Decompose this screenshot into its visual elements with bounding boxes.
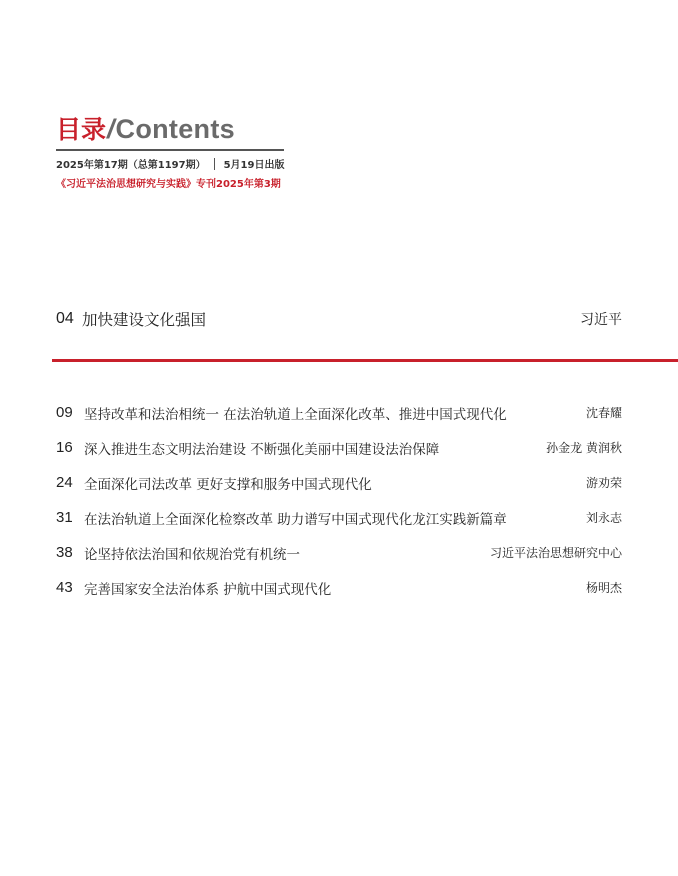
title-separator: /: [107, 114, 115, 144]
toc-author: 孙金龙 黄润秋: [546, 441, 622, 455]
toc-item[interactable]: [56, 535, 622, 570]
toc-author: 杨明杰: [585, 581, 622, 595]
toc-list: [56, 395, 622, 605]
title-underline: [56, 149, 284, 151]
toc-title[interactable]: 坚持改革和法治相统一 在法治轨道上全面深化改革、推进中国式现代化: [84, 406, 507, 423]
toc-title[interactable]: 在法治轨道上全面深化检察改革 助力谱写中国式现代化龙江实践新篇章: [84, 511, 507, 528]
toc-title[interactable]: 论坚持依法治国和依规治党有机统一: [84, 546, 300, 563]
title-english: Contents: [115, 114, 235, 144]
contents-title: [56, 110, 286, 146]
special-issue-line: 《习近平法治思想研究与实践》专刊2025年第3期: [56, 179, 281, 190]
feature-page-number: 04: [56, 310, 74, 327]
feature-author: 习近平: [580, 312, 622, 328]
toc-author: 沈春耀: [585, 406, 622, 420]
toc-title[interactable]: 深入推进生态文明法治建设 不断强化美丽中国建设法治保障: [84, 441, 440, 458]
feature-title[interactable]: 加快建设文化强国: [82, 311, 207, 329]
toc-page-number: 38: [56, 544, 73, 561]
toc-author: 游劝荣: [585, 476, 622, 490]
publish-date: 5月19日出版: [223, 160, 285, 171]
issue-number: 2025年第17期（总第1197期）: [56, 160, 206, 171]
toc-item[interactable]: [56, 570, 622, 605]
toc-author: 习近平法治思想研究中心: [489, 546, 622, 560]
feature-article[interactable]: [56, 308, 622, 330]
toc-page-number: 43: [56, 579, 73, 596]
issue-info: [56, 156, 286, 171]
toc-item[interactable]: [56, 430, 622, 465]
toc-page-number: 16: [56, 439, 73, 456]
toc-item[interactable]: [56, 395, 622, 430]
section-divider: [52, 359, 678, 362]
contents-header: [56, 110, 286, 190]
title-chinese: 目录: [56, 115, 107, 144]
toc-page-number: 31: [56, 509, 73, 526]
toc-page-number: 24: [56, 474, 73, 491]
issue-divider: [214, 158, 215, 170]
toc-author: 刘永志: [585, 511, 622, 525]
toc-title[interactable]: 全面深化司法改革 更好支撑和服务中国式现代化: [84, 476, 372, 493]
toc-title[interactable]: 完善国家安全法治体系 护航中国式现代化: [84, 581, 332, 598]
toc-item[interactable]: [56, 500, 622, 535]
toc-page-number: 09: [56, 404, 73, 421]
toc-item[interactable]: [56, 465, 622, 500]
